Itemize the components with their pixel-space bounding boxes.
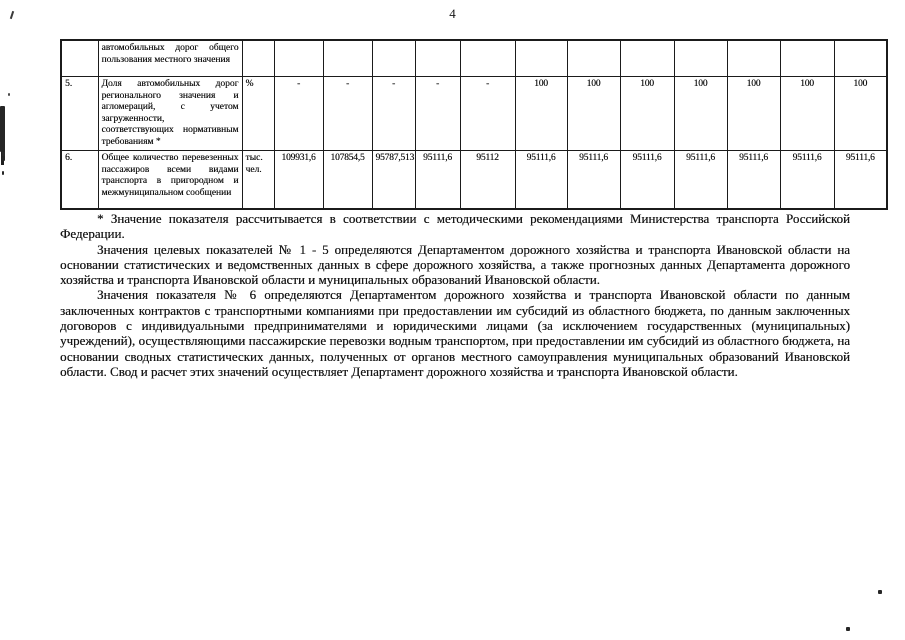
value-cell: 95111,6 [620, 151, 674, 210]
value-cell: - [372, 77, 415, 151]
value-cell: 107854,5 [323, 151, 372, 210]
value-cell: 95111,6 [515, 151, 567, 210]
paragraph-indicators-1-5: Значения целевых показателей № 1 - 5 определяются Департаментом дорожного хозяйства и транспорта Ивановской области на основании статистических и ведомственных данных в сфере дорожного хозяйства, а также прогнозных данных Департамента дорожного хозяйства и транспорта Ивановской области и муниципальных образований Ивановской области. [60, 241, 850, 288]
table-row-6 [61, 151, 887, 210]
row-number-cell [61, 40, 98, 77]
page-number: 4 [449, 6, 456, 21]
unit-cell: тыс. чел. [242, 151, 274, 210]
scan-speck [2, 171, 4, 175]
value-cell: 100 [515, 77, 567, 151]
notes-block [60, 211, 850, 379]
value-cell: 100 [727, 77, 780, 151]
value-cell [372, 40, 415, 77]
value-cell: 95111,6 [415, 151, 460, 210]
scan-speck [8, 93, 10, 96]
row-number-cell: 6. [61, 151, 98, 210]
value-cell: 100 [674, 77, 727, 151]
scan-smudge-left [0, 106, 5, 152]
value-cell: 95111,6 [674, 151, 727, 210]
scan-speck [846, 627, 850, 631]
footnote-paragraph: * Значение показателя рассчитывается в соответствии с методическими рекомендациями Министерства транспорта Российской Федерации. [60, 211, 850, 242]
description-cell: Доля автомобильных дорог регионального значения и агломераций, с учетом загруженности, соответствующих нормативным требованиям * [98, 77, 242, 151]
value-cell: - [415, 77, 460, 151]
table-row-continuation [61, 40, 887, 77]
value-cell [780, 40, 834, 77]
value-cell: 95112 [460, 151, 515, 210]
value-cell [460, 40, 515, 77]
indicators-table [60, 39, 888, 210]
value-cell: 95111,6 [567, 151, 620, 210]
value-cell: 95111,6 [780, 151, 834, 210]
value-cell [415, 40, 460, 77]
value-cell: 100 [620, 77, 674, 151]
value-cell [567, 40, 620, 77]
value-cell: 95787,513 [372, 151, 415, 210]
paragraph-indicator-6: Значения показателя № 6 определяются Департаментом дорожного хозяйства и транспорта Ивановской области по данным заключенных контрактов с транспортными компаниями при предоставлении им субсидий из областного бюджета, по данным заключенных договоров с индивидуальными предпринимателями и юридическими лицами (за исключением государственных (муниципальных) учреждений), осуществляющими пассажирские перевозки водным транспортом, при предоставлении им субсидий из областного бюджета, на основании сводных статистических данных, полученных от органов местного самоуправления муниципальных образований Ивановской области. Свод и расчет этих значений осуществляет Департамент дорожного хозяйства и транспорта Ивановской области. [60, 287, 850, 379]
value-cell [727, 40, 780, 77]
table-row-5 [61, 77, 887, 151]
value-cell [274, 40, 323, 77]
value-cell: - [460, 77, 515, 151]
row-number-cell: 5. [61, 77, 98, 151]
description-cell: автомобильных дорог общего пользования местного значения [98, 40, 242, 77]
scan-speck [2, 156, 5, 161]
scan-speck [878, 590, 882, 594]
value-cell [515, 40, 567, 77]
description-cell: Общее количество перевезенных пассажиров всеми видами транспорта в пригородном и межмуниципальном сообщении [98, 151, 242, 210]
value-cell [620, 40, 674, 77]
value-cell: 100 [834, 77, 887, 151]
value-cell [674, 40, 727, 77]
value-cell: 95111,6 [834, 151, 887, 210]
unit-cell [242, 40, 274, 77]
value-cell: - [323, 77, 372, 151]
value-cell: 109931,6 [274, 151, 323, 210]
unit-cell: % [242, 77, 274, 151]
value-cell: - [274, 77, 323, 151]
value-cell: 95111,6 [727, 151, 780, 210]
value-cell: 100 [780, 77, 834, 151]
value-cell [834, 40, 887, 77]
value-cell [323, 40, 372, 77]
value-cell: 100 [567, 77, 620, 151]
